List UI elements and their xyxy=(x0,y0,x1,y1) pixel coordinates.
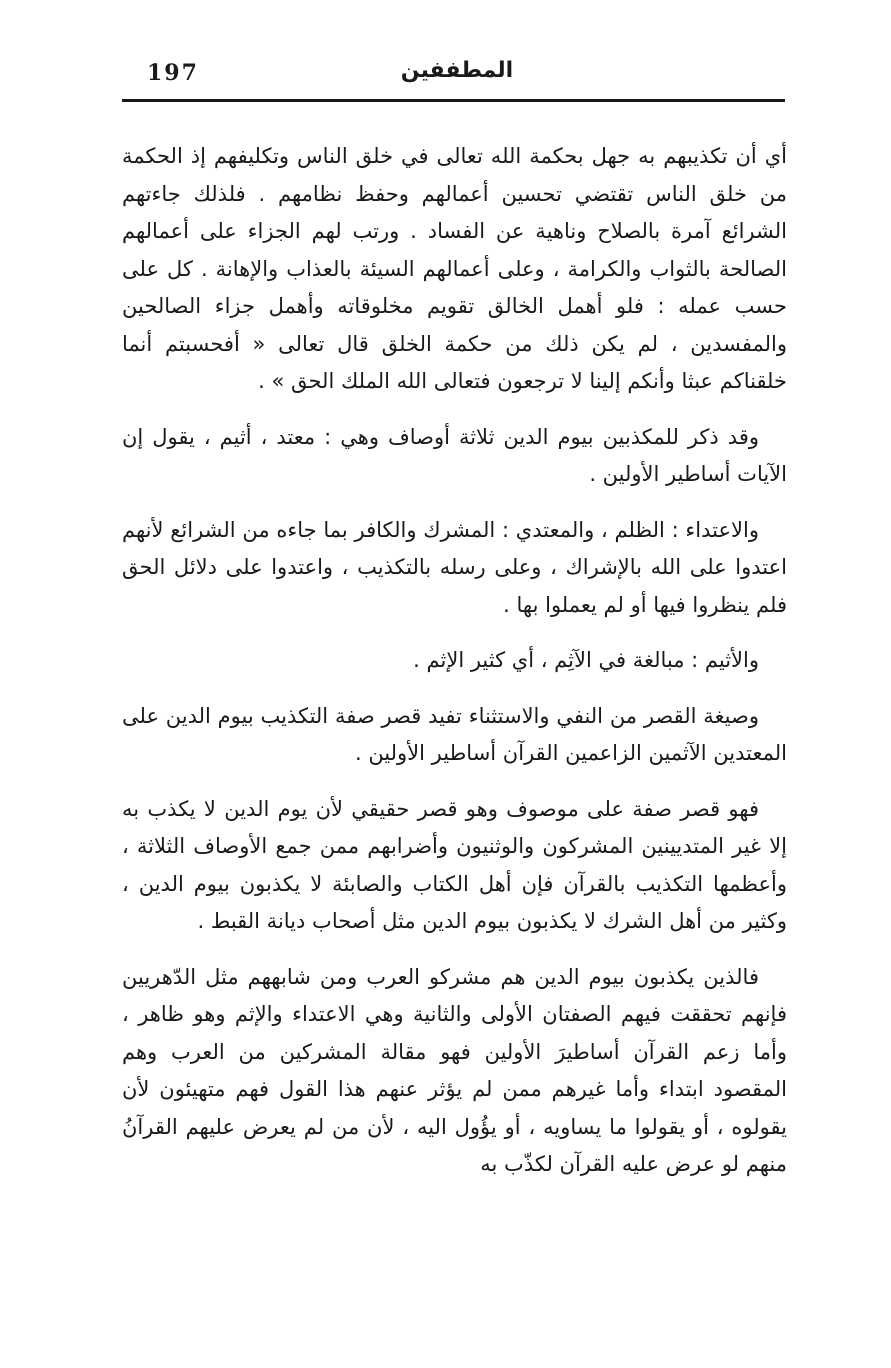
header-divider xyxy=(122,99,785,102)
paragraph-7: فالذين يكذبون بيوم الدين هم مشركو العرب ومن شابههم مثل الدّهريين فإنهم تحققت فيهم الصفتان الأولى والثانية وهي الاعتداء والإثم وهو ظاهر ، وأما زعم القرآن أساطيرَ الأولين فهو مقالة المشركين من العرب وهم المقصود ابتداء وأما غيرهم ممن لم يؤثر عنهم هذا القول فهم متهيئون لأن يقولوه ، أو يقولوا ما يساويه ، أو يؤُول اليه ، لأن من لم يعرض عليهم القرآنُ منهم لو عرض عليه القرآن لكذّب به xyxy=(122,964,787,1176)
paragraph-4: والأثيم : مبالغة في الآثِم ، أي كثير الإثم . xyxy=(413,648,759,672)
paragraph-6: فهو قصر صفة على موصوف وهو قصر حقيقي لأن يوم الدين لا يكذب به إلا غير المتديينين المشركون والوثنيون وأضرابهم ممن جمع الأوصاف الثلاثة ، وأعظمها التكذيب بالقرآن فإن أهل الكتاب والصابئة لا يكذبون بيوم الدين ، وكثير من أهل الشرك لا يكذبون بيوم الدين مثل أصحاب ديانة القبط . xyxy=(122,796,787,933)
page-header xyxy=(122,58,785,94)
paragraph-2: وقد ذكر للمكذبين بيوم الدين ثلاثة أوصاف وهي : معتد ، أثيم ، يقول إن الآيات أساطير الأولين . xyxy=(122,424,787,486)
paragraph-3: والاعتداء : الظلم ، والمعتدي : المشرك والكافر بما جاءه من الشرائع لأنهم اعتدوا على الله بالإشراك ، وعلى رسله بالتكذيب ، واعتدوا على دلائل الحق فلم ينظروا فيها أو لم يعملوا بها . xyxy=(122,517,787,617)
running-title: المطففين xyxy=(400,58,514,83)
paragraph-1: أي أن تكذيبهم به جهل بحكمة الله تعالى في خلق الناس وتكليفهم إذ الحكمة من خلق الناس تقتضي تحسين أعمالهم وحفظ نظامهم . فلذلك جاءتهم الشرائع آمرة بالصلاح وناهية عن الفساد . ورتب لهم الجزاء على أعمالهم الصالحة بالثواب والكرامة ، وعلى أعمالهم السيئة بالعذاب والإهانة . كل على حسب عمله : فلو أهمل الخالق تقويم مخلوقاته وأهمل جزاء الصالحين والمفسدين ، لم يكن ذلك من حكمة الخلق قال تعالى « أفحسبتم أنما خلقناكم عبثا وأنكم إلينا لا ترجعون فتعالى الله الملك الحق » . xyxy=(122,144,787,393)
page-number: 197 xyxy=(147,60,199,86)
page-body xyxy=(122,138,787,1184)
paragraph-5: وصيغة القصر من النفي والاستثناء تفيد قصر صفة التكذيب بيوم الدين على المعتدين الآثمين الزاعمين القرآن أساطير الأولين . xyxy=(122,703,787,765)
